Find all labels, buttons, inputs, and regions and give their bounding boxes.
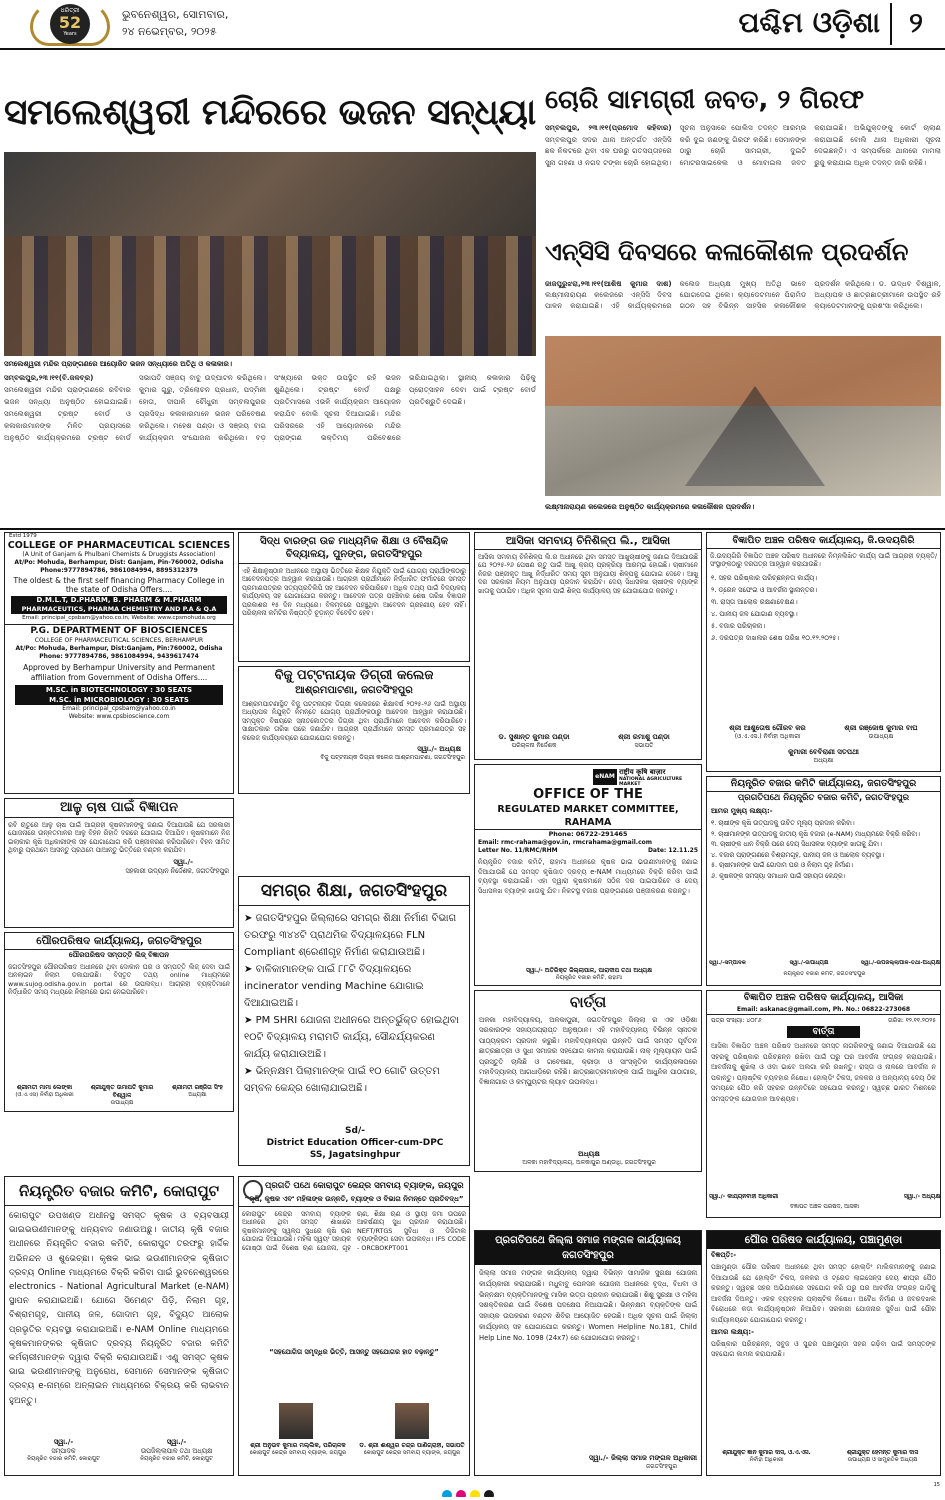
logo-badge — [50, 4, 90, 44]
coop-sign-right: ଶ୍ରୀ ରମାଶୁ ପଣ୍ଡା — [618, 733, 670, 741]
rahama-date: Date: 12.11.25 — [647, 847, 698, 854]
askanac-sign-org: ବିଜ୍ଞାପିତ ଅଞ୍ଚଳ ପରିଷଦ, ଆସିକା — [789, 1204, 860, 1210]
samagra-point: ➤ ଜଗତସିଂହପୁର ଜିଲ୍ଲାରେ ସମଗ୍ର ଶିକ୍ଷା ନିର୍ମାଣ ବିଭାଗ ତରଫରୁ ୩୪୪ଟି ପ୍ରାଥମିକ ବିଦ୍ୟାଳୟରେ FLN Compliant ଶ୍ରେଣୀଗୃହ ନିର୍ମାଣ କରାଯାଉଅଛି। — [244, 910, 464, 961]
ncc-text: ଲକ୍ଷ୍ମୀନାରାୟଣ କଲେଜରେ ଏନ୍‌ସିସି ଦିବସ ପାଳନ କରାଯାଇଛି। ଏହି କାର୍ଯ୍ୟକ୍ରମରେ କଲେଜ ଅଧ୍ୟକ୍ଷ ମୁଖ୍ୟ ଅତିଥି ଭାବେ ଯୋଗଦେଇ ଥିଲେ। କ୍ୟାଡେଟମାନେ ପିରାମିଡ ଗଠନ ସହ ବିଭିନ୍ନ ସାହସିକ କଳାକୌଶଳ ପ୍ରଦର୍ଶନ କରିଥିଲେ। ଡ. ଉଦ୍ଧବ ବିଶ୍ୱାଳ, ଅଧ୍ୟାପକ ଓ ଛାତ୍ରଛାତ୍ରୀମାନେ ଉପସ୍ଥିତ ରହି କ୍ୟାଡେଟମାନଙ୍କୁ ପ୍ରଶଂସା କରିଥିଲେ। — [545, 279, 941, 310]
udayagiri-item: ୨. ଡ୍ରେନ ସଫେଇ ଓ ଆବର୍ଜନା ସ୍ଥାନାନ୍ତର। — [711, 585, 818, 594]
bhajan-text: ସମଲେଶ୍ୱରୀ ମନ୍ଦିର ପ୍ରାଙ୍ଗଣରେ ରବିବାର ଭଜନ ସନ୍ଧ୍ୟା ଅନୁଷ୍ଠିତ ହୋଇଯାଇଛି। ସମଲେଶ୍ୱରୀ ଟ୍ରଷ୍ଟ ବୋର୍ଡ ଓ କଳାକାରମାନଙ୍କ ମିଳିତ ପ୍ରୟାସରେ ଅନୁଷ୍ଠିତ କାର୍ଯ୍ୟକ୍ରମରେ ଟ୍ରଷ୍ଟ ବୋର୍ଡ ସଭାପତି ସଞ୍ଜୟ ବାବୁ ଉଦ୍‌ଘାଟନ କରିଥିଲେ। କୁମାର ଗୁରୁ, ତ୍ରିଲୋଚନ ପ୍ରଧାନ, ପଦ୍ମିନୀ ହୋତା, ଦୀପାଳି ଚୌଧୁରୀ ସମ୍ବଲପୁରର ପ୍ରସିଦ୍ଧ କଳାକାରମାନେ ଭଜନ ପରିବେଷଣ କରିଥିଲେ। ମହେଶ ପଣ୍ଡା ଓ ସଞ୍ଜୟ ବାଗ କାର୍ଯ୍ୟକ୍ରମ ସଂଯୋଜନା କରିଥିଲେ। ବଡ଼ ସଂଖ୍ୟାରେ ଭକ୍ତ ଉପସ୍ଥିତ ରହି ଭଜନ ଶୁଣିଥିଲେ। ଟ୍ରଷ୍ଟ ବୋର୍ଡ ପକ୍ଷରୁ ପ୍ରତିମାସରେ ଏଭଳି କାର୍ଯ୍ୟକ୍ରମ ଆୟୋଜନ କରାଯିବ ବୋଲି ସୂଚନା ଦିଆଯାଇଛି। ମନ୍ଦିର ପରିସରରେ ଏହି ଆୟୋଜନରେ ମନ୍ଦିର ପ୍ରାଙ୍ଗଣ ଭକ୍ତିମୟ ପରିବେଶରେ ଭରିଯାଇଥିଲା। ସ୍ଥାନୀୟ କଳାକାର ପିଢ଼ିକୁ ପ୍ରୋତ୍ସାହନ ଦେବା ପାଇଁ ଟ୍ରଷ୍ଟ ବୋର୍ଡ ପ୍ରତିଶ୍ରୁତି ଦେଇଛି। — [4, 373, 536, 442]
social-title: ପ୍ରଗତିପଥେ ଜିଲ୍ଲା ସମାଜ ମଙ୍ଗଳ କାର୍ଯ୍ୟାଳୟ ଜଗତସିଂହପୁର — [475, 1231, 701, 1265]
coop-sign-left-role: ପରିଚାଳନା ନିର୍ଦ୍ଦେଶକ — [511, 742, 557, 749]
udayagiri-item: ୬. ଦରପତ୍ର ଦାଖଲର ଶେଷ ତାରିଖ ୧୦.୧୨.୨୦୨୫। — [711, 633, 840, 642]
jagat-market-item: ୬. କୃଷକଙ୍କ ସମସ୍ୟା ସମାଧାନ ପାଇଁ ସହାୟତା କେନ୍ଦ୍ର। — [711, 871, 846, 880]
masthead — [0, 0, 945, 50]
samagra-signature — [239, 1125, 470, 1161]
panchamunda-sign-left-role: ନିର୍ବାହୀ ଅଧିକାରୀ — [749, 1457, 784, 1463]
samagra-point: ➤ PM SHRI ଯୋଜନା ଅଧୀନରେ ଅନ୍ତର୍ଭୁକ୍ତ ହୋଇଥିବା ୧୦ଟି ବିଦ୍ୟାଳୟ ମରାମତି କାର୍ଯ୍ୟ, ସୌନ୍ଦର୍ଯ୍ୟକରଣ କାର୍ଯ୍ୟ କରାଯାଉଅଛି। — [244, 1012, 464, 1063]
askanac-sign-right: ସ୍ୱା./- ଅଧ୍ୟକ୍ଷ — [903, 1194, 940, 1200]
logo-years: Years — [63, 31, 77, 37]
dateline-block — [122, 6, 282, 46]
ad-panchamunda — [706, 1230, 941, 1476]
panchamunda-title: ପୌର ପରିଷଦ କାର୍ଯ୍ୟାଳୟ, ପଞ୍ଚାମୁଣ୍ଡା — [707, 1231, 940, 1249]
school-title: ସିଦ୍ଧ ବାରଙ୍ଗ ଉଚ୍ଚ ମାଧ୍ୟମିକ ଶିକ୍ଷା ଓ ବୈଷୟିକ ବିଦ୍ୟାଳୟ, ପୁନଙ୍ଗ, ଜଗତସିଂହପୁର — [239, 533, 469, 564]
samagra-title: ସମଗ୍ର ଶିକ୍ଷା, ଜଗତସିଂହପୁର — [239, 877, 469, 906]
pg-website: Website: www.cpsbioscience.com — [68, 713, 170, 720]
rahama-title-1: OFFICE OF THE — [533, 787, 643, 802]
koraput-sign-left-role: ସମ୍ପାଦକ — [51, 1447, 76, 1455]
ncc-body — [545, 278, 941, 334]
udayagiri-sign-left: ଶ୍ରୀ ଆଶୁତୋଷ ଗୌରବ କର — [729, 724, 806, 732]
potato-body: ରବି ଋତୁରେ ଆଳୁ ଚାଷ ପାଇଁ ଆଗ୍ରହୀ କୃଷକମାନଙ୍କୁ ଜଣାଇ ଦିଆଯାଉଛି ଯେ ସରକାରୀ ଯୋଜନାରେ ଉନ୍ନତମାନର ଆଳୁ ବିହନ ରିହାତି ଦରରେ ଯୋଗାଇ ଦିଆଯିବ। କୃଷକମାନେ ନିଜ ଇଲାକାର କୃଷି ଅଧିକାରୀଙ୍କ ସହ ଯୋଗାଯୋଗ କରି ପଞ୍ଜୀକରଣ କରିପାରିବେ। ବିହନ ସୀମିତ ଥିବାରୁ ପ୍ରଥମେ ଆସନ୍ତୁ ପ୍ରଥମେ ପାଆନ୍ତୁ ଭିତ୍ତିରେ ବଣ୍ଟନ କରାଯିବ। — [8, 821, 230, 855]
panchamunda-sign-left: ଶ୍ରୀଯୁକ୍ତ ଜ୍ଞାନ କୁମାର ଦାସ, ଓ.ଏ.ଏସ. — [722, 1450, 811, 1456]
degree-sign-org: ବିଜୁ ପଟ୍ଟନାୟକ ଡିଗ୍ରୀ କଲେଜ ଆଶ୍ରମପାଟଣା, ଜଗତସିଂହପୁର — [320, 754, 465, 762]
ad-barta — [474, 990, 702, 1172]
theft-body — [545, 122, 941, 222]
photo-building — [545, 336, 941, 406]
bhajan-dateline: ସମ୍ବଲପୁର,୨୩।୧୧(ବି.ଜଳବ୍ର) — [4, 373, 94, 382]
page-number: ୨ — [890, 3, 940, 45]
poura-sign-right: ଶ୍ରୀମତୀ ରଞ୍ଜିତା ସିଂହ — [172, 1084, 223, 1091]
potato-title: ଆଳୁ ଚାଷ ପାଇଁ ବିଜ୍ଞାପନ — [5, 799, 233, 818]
poura-sign-right-role: ଅଧ୍ୟକ୍ଷା — [188, 1092, 207, 1098]
coop-title: ଆସିକା ସମବାୟ ଚିନିଶିଳ୍ପ ଲି., ଆସିକା — [475, 533, 701, 550]
enam-english: NATIONAL AGRICULTURE MARKET — [619, 777, 683, 787]
school-body: ଏହି ଶିକ୍ଷାନୁଷ୍ଠାନ ଅଧୀନରେ ଅସ୍ଥାୟୀ ଭିତ୍ତିରେ ଶିକ୍ଷକ ନିଯୁକ୍ତି ପାଇଁ ଯୋଗ୍ୟ ପ୍ରାର୍ଥୀଙ୍କଠାରୁ ଆବେଦନପତ୍ର ଆହ୍ୱାନ କରାଯାଉଛି। ଆଗ୍ରହୀ ପ୍ରାର୍ଥୀମାନେ ନିର୍ଦ୍ଧାରିତ ଫର୍ମାଟରେ ସମସ୍ତ ପ୍ରମାଣପତ୍ରର ସତ୍ୟପ୍ରତିଲିପି ସହ ଆବେଦନ କରିପାରିବେ। ଅଧିକ ତଥ୍ୟ ପାଇଁ ବିଦ୍ୟାଳୟ କାର୍ଯ୍ୟାଳୟ ସହ ଯୋଗାଯୋଗ କରନ୍ତୁ। ଆବେଦନ ପତ୍ର ପହଞ୍ଚିବାର ଶେଷ ତାରିଖ ବିଜ୍ଞାପନ ପ୍ରକାଶର ୧୫ ଦିନ ମଧ୍ୟରେ। ବିଳମ୍ବରେ ପହଞ୍ଚୁଥିବା ଆବେଦନ ଗ୍ରହଣୀୟ ହେବ ନାହିଁ। ପରିଚାଳନା କମିଟିର ନିଷ୍ପତ୍ତି ଚୂଡ଼ାନ୍ତ ବିବେଚିତ ହେବ। — [242, 567, 466, 618]
udayagiri-item: ୧. ସହର ପରିଷ୍କାର ପରିଚ୍ଛନ୍ନତା କାର୍ଯ୍ୟ। — [711, 573, 818, 582]
udayagiri-sign-left-role: (ଓ.ଏ.ଏସ.) ନିର୍ବାହୀ ଅଧିକାରୀ — [734, 733, 801, 740]
samagra-point: ➤ ବାଳିକାମାନଙ୍କ ପାଇଁ ୮୮ଟି ବିଦ୍ୟାଳୟରେ incinerator vending Machine ଯୋଗାଇ ଦିଆଯାଇଅଛି। — [244, 961, 464, 1012]
udayagiri-item: ୪. ପାନୀୟ ଜଳ ଯୋଗାଣ ବ୍ୟବସ୍ଥା। — [711, 609, 798, 618]
rahama-letter: Letter No. 11/RMC/RHM — [478, 847, 558, 854]
barta-body: ଅଳକା ମହାବିଦ୍ୟାଳୟ, ଅଳକାପୁରୀ, ଜଗତସିଂହପୁର ଜିଲ୍ଲା ର ଏକ ଓଡ଼ିଶା ସରକାରଙ୍କ ସହାୟତାପ୍ରାପ୍ତ ଅନୁଷ୍ଠାନ। ଏହି ମହାବିଦ୍ୟାଳୟ ବିଭିନ୍ନ ସ୍ନାତକ ପାଠ୍ୟକ୍ରମ ପ୍ରଦାନ କରୁଛି। ମହାବିଦ୍ୟାଳୟର ଉନ୍ନତି ପାଇଁ ସମସ୍ତ ପୂର୍ବତନ ଛାତ୍ରଛାତ୍ରୀ ଓ ସୁଧୀ ସମାଜର ସହଯୋଗ କାମନା କରାଯାଉଛି। ନାକ୍ ମୂଲ୍ୟାୟନ ପାଇଁ ପ୍ରସ୍ତୁତି ଚାଲିଛି ଓ ଗବେଷଣା, କ୍ରୀଡ଼ା ଓ ସାଂସ୍କୃତିକ କାର୍ଯ୍ୟକଳାପରେ ମହାବିଦ୍ୟାଳୟ ଆଗଧାଡ଼ିରେ ରହିଛି। ଛାତ୍ରଛାତ୍ରୀମାନଙ୍କ ପାଇଁ ଆଧୁନିକ ପାଠାଗାର, ବିଜ୍ଞାନାଗାର ଓ କମ୍ପ୍ୟୁଟର ଲ୍ୟାବ ଉପଲବ୍ଧ। — [479, 1016, 697, 1087]
pg-email: Email: principal_cpsbam@yahoo.co.in — [62, 705, 176, 712]
degree-body: ଆଶ୍ରମପାଟଣାସ୍ଥିତ ବିଜୁ ପଟ୍ଟନାୟକ ଡିଗ୍ରୀ କଲେଜରେ ଶିକ୍ଷାବର୍ଷ ୨୦୨୫-୨୬ ପାଇଁ ଅସ୍ଥାୟୀ ଅଧ୍ୟାପକ ନିଯୁକ୍ତି ନିମନ୍ତେ ଯୋଗ୍ୟ ପ୍ରାର୍ଥୀଙ୍କଠାରୁ ଆବେଦନ ଆହ୍ୱାନ କରାଯାଉଛି। ସମ୍ପୃକ୍ତ ବିଷୟରେ ସ୍ନାତକୋତ୍ତର ଡିଗ୍ରୀ ଥିବା ପ୍ରାର୍ଥୀମାନେ ଆବେଦନ କରିପାରିବେ। ସାକ୍ଷାତକାର ତାରିଖ ପରେ ଜଣାଯିବ। ଆଗ୍ରହୀ ପ୍ରାର୍ଥୀମାନେ ସମସ୍ତ ପ୍ରମାଣପତ୍ର ସହ କଲେଜ କାର୍ଯ୍ୟାଳୟରେ ଯୋଗାଯୋଗ କରନ୍ତୁ। — [242, 700, 466, 742]
ncc-caption: ଲକ୍ଷ୍ମୀନାରାୟଣ କଲେଜରେ ଅନୁଷ୍ଠିତ କାର୍ଯ୍ୟକ୍ରମରେ କଳାକୌଶଳ ପ୍ରଦର୍ଶନ। — [545, 503, 755, 511]
ad-askanac — [706, 990, 941, 1218]
registration-dot-yellow — [470, 1490, 480, 1497]
jagat-sign-left: ସ୍ୱା./-ସମ୍ପାଦକ — [709, 960, 746, 966]
section-title: ପଶ୍ଚିମ ଓଡ଼ିଶା — [738, 6, 880, 39]
ad-koraput-market — [4, 1176, 234, 1476]
ncc-dateline: ଜାଜପୁରୁଝରା,୨୩।୧୧(ଆଶିଷ କୁମାର ଦାଶ) — [545, 279, 672, 288]
coop-body: ଆସିକା ସମବାୟ ଚିନିଶିଳ୍ପ ଲି.ର ଅଧୀନରେ ଥିବା ସମସ୍ତ ଆଖୁଚାଷୀଙ୍କୁ ଜଣାଇ ଦିଆଯାଉଛି ଯେ ୨୦୨୫-୨୬ ପେଷଣ ଋତୁ ପାଇଁ ଆଖୁ କ୍ରୟ ପ୍ରକ୍ରିୟା ଆରମ୍ଭ ହୋଇଛି। ଚାଷୀମାନେ ନିଜର ପଞ୍ଜୀକୃତ ଆଖୁ ନିର୍ଦ୍ଧାରିତ ସମୟ ସୂଚୀ ଅନୁଯାୟୀ ଶିଳ୍ପକୁ ଯୋଗାଇ ଦେବେ। ଆଖୁ ଦର ସରକାରୀ ନିୟମ ଅନୁଯାୟୀ ପ୍ରଦାନ କରାଯିବ। ଦେୟ ସିଧାସଳଖ ଚାଷୀଙ୍କ ବ୍ୟାଙ୍କ ଖାତାକୁ ପଠାଯିବ। ଅଧିକ ସୂଚନା ପାଇଁ ଶିଳ୍ପ କାର୍ଯ୍ୟାଳୟ ସହ ଯୋଗାଯୋଗ କରନ୍ତୁ। — [478, 553, 698, 595]
poura-sign-left-role: (ଓ.ଏ.ଏସ) ନିର୍ବାହୀ ଅଧିକାରୀ — [15, 1092, 74, 1098]
ad-udayagiri — [706, 532, 941, 772]
askanac-letter: ପତ୍ର ସଂଖ୍ୟା: ୪୦୮୬ — [711, 1017, 762, 1024]
bank-slogan: “ସହଯୋଗିତା ସମୃଦ୍ଧିର ଭିତ୍ତି, ଆସନ୍ତୁ ସହଯୋଗର ହାତ ବଢ଼ାନ୍ତୁ” — [269, 1348, 439, 1356]
jagat-market-signatures — [709, 960, 940, 982]
ad-cooperative — [474, 532, 702, 760]
jagat-market-item: ୨. ଚାଷୀମାନଙ୍କ ଉତ୍ପାଦକୁ ଜାତୀୟ କୃଷି ବଜାର (e-NAM) ମାଧ୍ୟମରେ ବିକ୍ରି କରିବା। — [711, 829, 920, 838]
ad-school — [238, 532, 470, 662]
samagra-sign-role: District Education Officer-cum-DPC — [266, 1138, 444, 1148]
pg-phone: Phone: 9777894786, 9861084994, 9439617474 — [39, 653, 199, 660]
pharmacy-email: Email: principal_cpsbam@yahoo.co.in, Website: www.cpsmohuda.org — [5, 614, 233, 625]
pharmacy-courses: D.M.L.T, D.PHARM, B. PHARM & M.PHARM — [11, 596, 227, 605]
anniversary-logo — [30, 2, 110, 46]
pharmacy-address: At/Po: Mohuda, Berhampur, Dist: Ganjam, Pin-760002, Odisha — [14, 559, 224, 566]
ad-potato — [4, 798, 234, 928]
udayagiri-signatures — [710, 724, 937, 768]
jagat-sign-right: ସ୍ୱା./-ଉପଜିଲ୍ଲାପାଳ-ତଥା-ଅଧ୍ୟକ୍ଷ — [860, 960, 940, 966]
pharmacy-tagline: The oldest & the first self financing Pharmacy College in the state of Odisha Offers.... — [13, 576, 225, 594]
jagat-market-list — [707, 818, 940, 881]
rahama-sign-org: ନିୟନ୍ତ୍ରିତ ବଜାର କମିଟି, ରାହାମା — [555, 975, 623, 981]
udayagiri-sign-right-role: ଉପାଧ୍ୟକ୍ଷ — [868, 733, 894, 740]
bank-portrait-left — [279, 1403, 313, 1439]
samagra-points — [239, 906, 469, 1101]
pharmacy-estd: Estd 1979 — [9, 533, 37, 539]
poura-signatures — [7, 1084, 233, 1108]
photo-crowd — [4, 236, 536, 356]
logo-number: 52 — [58, 13, 82, 32]
jagat-market-item: ୧. ଚାଷୀଙ୍କ କୃଷି ଉତ୍ପାଦକୁ ଉଚିତ ମୂଲ୍ୟ ପ୍ରଦାନ କରିବା। — [711, 819, 855, 827]
pharmacy-title: COLLEGE OF PHARMACEUTICAL SCIENCES — [7, 540, 231, 551]
koraput-market-signatures — [7, 1438, 233, 1472]
pg-subtitle: COLLEGE OF PHARMACEUTICAL SCIENCES, BERHAMPUR — [34, 637, 204, 644]
rahama-phone: Phone: 06722-291465 — [548, 830, 628, 838]
jagat-sign-org: ନିୟନ୍ତ୍ରିତ ବଜାର କମିଟି, ଜଗତସିଂହପୁର — [783, 971, 866, 977]
koraput-sign-right-org: ନିୟନ୍ତ୍ରିତ ବଜାର କମିଟି, କୋରାପୁଟ — [140, 1456, 213, 1462]
koraput-sign-left-org: ନିୟନ୍ତ୍ରିତ ବଜାର କମିଟି, କୋରାପୁଟ — [27, 1456, 100, 1462]
logo-brand: ଧରିତ୍ରୀ — [60, 7, 80, 14]
ncc-photo — [545, 336, 941, 496]
askanac-sign-left: ସ୍ୱା./- କାର୍ଯ୍ୟନିର୍ବାହୀ ଅଧିକାରୀ — [709, 1194, 778, 1200]
enam-badge: eNAM — [593, 769, 617, 785]
bhajan-body — [4, 372, 536, 530]
potato-sign: ସ୍ୱା./- — [173, 857, 193, 866]
samagra-sign-org: SS, Jagatsinghpur — [309, 1150, 401, 1160]
bank-portrait-right — [395, 1403, 429, 1439]
ad-rahama — [474, 764, 702, 986]
pg-seat-2: M.SC. in MICROBIOLOGY : 30 SEATS — [15, 695, 223, 705]
print-footer — [0, 1480, 945, 1500]
rahama-email: Email: rmc-rahama@gov.in, rmcrahama@gmail.com — [478, 839, 653, 846]
pharmacy-courses-2: PHARMACEUTICS, PHARMA CHEMISTRY AND P.A & Q.A — [11, 605, 227, 614]
samagra-sign: Sd/- — [345, 1126, 365, 1136]
pg-approval: Approved by Berhampur University and Permanent affiliation from Government of Odisha Offers.... — [23, 663, 215, 682]
poura-body: ଜଗତସିଂହପୁର ପୌରପରିଷଦ ଅଧୀନରେ ଥିବା ଦୋକାନ ଘର ଓ ସମ୍ପତ୍ତି ଲିଜ୍ ଦେବା ପାଇଁ ଅନଲାଇନ ନିଲାମ ଡକାଯାଉଛି। ବିସ୍ତୃତ ତଥ୍ୟ online ମାଧ୍ୟମରେ www.sujog.odisha.gov.in portal ରେ ଉପଲବ୍ଧ। ଆଗ୍ରହୀ ବ୍ୟକ୍ତିମାନେ ନିର୍ଦ୍ଧାରିତ ସମୟ ମଧ୍ୟରେ ନିଲାମରେ ଭାଗ ନେଇପାରିବେ। — [8, 963, 230, 997]
potato-sign-org: ସହକାରୀ ଉଦ୍ୟାନ ନିର୍ଦ୍ଦେଶକ, ଜଗତସିଂହପୁର — [125, 866, 229, 875]
degree-sign: ସ୍ୱା./- ଅଧ୍ୟକ୍ଷ — [417, 745, 461, 754]
poura-title: ପୌରପରିଷଦ କାର୍ଯ୍ୟାଳୟ, ଜଗତସିଂହପୁର — [5, 933, 233, 950]
rahama-sign: ସ୍ୱା./- ଅତିରିକ୍ତ ଜିଲ୍ଲାପାଳ, ପାରାଦୀପ ତଥା ଅଧ୍ୟକ୍ଷ — [526, 967, 652, 974]
bank-logo-icon — [243, 1180, 263, 1200]
barta-sign: ଅଧ୍ୟକ୍ଷ — [578, 1150, 600, 1158]
panchamunda-body: ପଞ୍ଚାମୁଣ୍ଡା ପୌର ପରିଷଦ ଅଧୀନରେ ଥିବା ସମସ୍ତ ହୋଲ୍ଡିଂ ମାଲିକମାନଙ୍କୁ ଜଣାଇ ଦିଆଯାଉଛି ଯେ ହୋଲ୍ଡିଂ ଟିକସ, ଜଳକର ଓ ଟ୍ରେଡ ଲାଇସେନ୍ସ ଦେୟ ଶୀଘ୍ର ପୈଠ କରନ୍ତୁ। ସ୍ୱଚ୍ଛ ସହର ଅଭିଯାନରେ ସହଯୋଗ କରି ଘରୁ ଘର ଆବର୍ଜନା ସଂଗ୍ରହ ଗାଡ଼ିକୁ ଆବର୍ଜନା ଦିଅନ୍ତୁ। ଏକକ ବ୍ୟବହାର ପ୍ଲାଷ୍ଟିକ ନିଷେଧ। ଅବୈଧ ନିର୍ମାଣ ଓ ଜବରଦଖଲ ବିରୋଧରେ କଡ଼ା କାର୍ଯ୍ୟାନୁଷ୍ଠାନ ନିଆଯିବ। ସରକାରୀ ଯୋଜନାର ସୁବିଧା ପାଇଁ ପୌର କାର୍ଯ୍ୟାଳୟରେ ଯୋଗାଯୋଗ କରନ୍ତୁ। — [711, 1263, 936, 1324]
bhajan-photo — [4, 152, 536, 356]
issue-date: ୨୪ ନଭେମ୍ବର, ୨୦୨୫ — [122, 25, 217, 38]
social-body: ଜିଲ୍ଲା ସମାଜ ମଙ୍ଗଳ କାର୍ଯ୍ୟାଳୟ ଦ୍ୱାରା ବିଭିନ୍ନ ସାମାଜିକ ସୁରକ୍ଷା ଯୋଜନା କାର୍ଯ୍ୟକାରୀ କରାଯାଉଛି। ମଧୁବାବୁ ପେନସନ ଯୋଜନା ଅଧୀନରେ ବୃଦ୍ଧ, ବିଧବା ଓ ଭିନ୍ନକ୍ଷମ ବ୍ୟକ୍ତିମାନଙ୍କୁ ମାସିକ ଭତ୍ତା ପ୍ରଦାନ କରାଯାଉଛି। ଶିଶୁ ସୁରକ୍ଷା ଓ ମହିଳା ସଶକ୍ତିକରଣ ପାଇଁ ବିଶେଷ ପଦକ୍ଷେପ ନିଆଯାଇଛି। ଭିନ୍ନକ୍ଷମ ବ୍ୟକ୍ତିଙ୍କ ପାଇଁ ସହାୟକ ଉପକରଣ ବଣ୍ଟନ ଶିବିର ଆୟୋଜିତ ହେଉଛି। ଅଧିକ ସୂଚନା ପାଇଁ ଜିଲ୍ଲା କାର୍ଯ୍ୟାଳୟ ସହ ଯୋଗାଯୋଗ କରନ୍ତୁ। Women Helpline No.181, Child Help Line No. 1098 (24x7) ରେ ଯୋଗାଯୋଗ କରନ୍ତୁ। — [479, 1269, 697, 1342]
askanac-email: Email: askanac@gmail.com, Ph. No.: 06822-273068 — [707, 1005, 940, 1015]
barta-title: ବାର୍ତ୍ତା — [569, 993, 607, 1011]
poura-subtitle: ପୌରପରିଷଦ ସମ୍ପତ୍ତି ଲିଜ୍ ବିଜ୍ଞାପନ — [68, 951, 170, 959]
bank-signatures — [241, 1442, 469, 1472]
jagat-market-subtitle: ପ୍ରଗତିପଥେ ନିୟନ୍ତ୍ରିତ ବଜାର କମିଟି, ଜଗତସିଂହପୁର — [737, 793, 910, 803]
ad-pharmacy — [4, 532, 234, 794]
rahama-body: ନିୟନ୍ତ୍ରିତ ବଜାର କମିଟି, ରାହାମା ଅଧୀନରେ କୃଷକ ଭାଇ ଭଉଣୀମାନଙ୍କୁ ଜଣାଇ ଦିଆଯାଉଛି ଯେ ସମସ୍ତ କୃଷିଜାତ ଦ୍ରବ୍ୟ e-NAM ମାଧ୍ୟମରେ ବିକ୍ରି କରିବା ପାଇଁ ବ୍ୟବସ୍ଥା କରାଯାଇଛି। ଏହା ଦ୍ୱାରା କୃଷକମାନେ ସଠିକ ଦର ପାଇପାରିବେ ଓ ଦେୟ ସିଧାସଳଖ ବ୍ୟାଙ୍କ ଖାତାକୁ ଯିବ। ନିକଟସ୍ଥ ବଜାର ପ୍ରାଙ୍ଗଣରେ ପଞ୍ଜୀକରଣ କରନ୍ତୁ। — [478, 858, 698, 895]
jagat-market-title: ନିୟନ୍ତ୍ରିତ ବଜାର କମିଟି କାର୍ଯ୍ୟାଳୟ, ଜଗତସିଂହପୁର — [707, 777, 940, 792]
registration-dot-black — [484, 1490, 494, 1497]
poura-sign-left: ଶ୍ରୀମତୀ ମାମା ଲେଙ୍କା — [16, 1084, 73, 1091]
koraput-sign-left: ସ୍ୱା./- — [53, 1438, 74, 1446]
ad-jagat-market — [706, 776, 941, 986]
ad-bank — [238, 1176, 470, 1476]
ncc-headline: ଏନ୍‌ସିସି ଦିବସରେ କଳାକୌଶଳ ପ୍ରଦର୍ଶନ — [545, 238, 909, 266]
bank-sign-right: ଡ. ଶ୍ରୀ ଈଶ୍ୱର ଚନ୍ଦ୍ର ପାଣିଗ୍ରାହୀ, ସଭାପତି — [359, 1442, 465, 1449]
poura-sign-mid-role: ଉପାଧ୍ୟକ୍ଷ — [110, 1100, 134, 1106]
udayagiri-item: ୩. ରାସ୍ତା ଆଲୋକ ରକ୍ଷଣାବେକ୍ଷଣ। — [711, 597, 798, 606]
registration-dot-cyan — [442, 1490, 452, 1497]
koraput-market-body: କୋରାପୁଟ ଉପଖଣ୍ଡ ଅଧୀନସ୍ଥ ସମସ୍ତ କୃଷକ ଓ ବ୍ୟବସାୟୀ ଭାଇଭଉଣୀମାନଙ୍କୁ ଧନ୍ୟବାଦ ଜଣାଉଅଛୁ। ଜାତୀୟ କୃଷି ବଜାର ଅଧୀନରେ ନିୟନ୍ତ୍ରିତ ବଜାର କମିଟି, କୋରାପୁଟ ତରଫରୁ ହାର୍ଦ୍ଦିକ ଅଭିନନ୍ଦନ ଓ ଶୁଭେଚ୍ଛା। କୃଷକ ଭାଇ ଭଉଣୀମାନଙ୍କ କୃଷିଜାତ ଦ୍ରବ୍ୟ Online ମାଧ୍ୟମରେ ବିକ୍ରି କରିବା ପାଇଁ ଭୁବନେଶ୍ୱରରେ electronics - National Agricultural Market (e-NAM) ସ୍ଥାପନ କରାଯାଇଅଛି। ଯୋଗେ ସିମେଣ୍ଟ ପିଡ଼ି, ନିଲାମ ଗୃହ, ବିଶ୍ରାମଗୃହ, ପାନୀୟ ଜଳ, ଗୋଦାମ ଗୃହ, ବିଦ୍ୟୁତ ଆଲୋକ ପ୍ରଭୃତିର ବ୍ୟବସ୍ଥା କରାଯାଇଅଛି। e-NAM Online ମାଧ୍ୟମରେ କୃଷକମାନଙ୍କର କୃଷିଜାତ ଦ୍ରବ୍ୟ ନିୟନ୍ତ୍ରିତ ବଜାର କମିଟି କର୍ମଚାରୀମାନଙ୍କ ଦ୍ୱାରା ବିକ୍ରି କରାଯାଉଅଛି। ଏଣୁ ସମସ୍ତ କୃଷକ ଭାଇ ଭଉଣୀମାନଙ୍କୁ ଅନୁରୋଧ, ସେମାନେ ସେମାନଙ୍କ କୃଷିଜାତ ଦ୍ରବ୍ୟ e-ନାମ୍‌ରେ ଅନ୍‌ଲାଇନ ମାଧ୍ୟମରେ ବିକ୍ରୟ କରି ଲାଭବାନ ହୁଅନ୍ତୁ। — [9, 1211, 229, 1406]
bank-motto: “କୃଷି, କୃଷକ ଏବଂ ମହିଳାଙ୍କ ଉନ୍ନତି, ବ୍ୟାଙ୍କ ଓ ବିଭାଗ ନିମନ୍ତେ ପ୍ରତିବଦ୍ଧ” — [239, 1192, 469, 1207]
coop-sign-right-role: ସଭାପତି — [634, 742, 654, 749]
jagat-market-lead: ଆମର ମୁଖ୍ୟ ଲକ୍ଷ୍ୟ:- — [711, 807, 773, 815]
enam-hindi: राष्ट्रीय कृषि बाज़ार — [619, 768, 666, 776]
poura-sign-mid: ଶ୍ରୀଯୁକ୍ତ ଉମାପତି କୁମାର ବିଶ୍ୱାଳ — [90, 1084, 154, 1099]
footer-page-ref: 15 — [933, 1482, 940, 1488]
askanac-subtitle: ବାର୍ତ୍ତା — [787, 1026, 860, 1038]
ad-samagra — [238, 876, 470, 1166]
jagat-market-item: ୩. ଚାଷୀଙ୍କ ଧାନ ବିକ୍ରି ପରେ ଦେୟ ସିଧାସଳଖ ବ୍ୟାଙ୍କ ଖାତାକୁ ଯିବା। — [711, 840, 882, 848]
divider — [0, 528, 945, 530]
udayagiri-list — [707, 572, 940, 644]
bank-sign-left: ଶ୍ରୀ ଅନୁଭବ କୁମାର ମଲ୍ଲିକ, ପରିଚାଳକ — [250, 1442, 346, 1449]
udayagiri-sign-center-role: ଅଧ୍ୟକ୍ଷା — [813, 757, 834, 764]
bank-body: କୋରାପୁଟ କେନ୍ଦ୍ର ସମବାୟ ବ୍ୟାଙ୍କ ଅଧୀନରେ ଥିବା ସମସ୍ତ ଶାଖାରେ କୃଷକମାନଙ୍କୁ ସ୍ୱଳ୍ପ ସୁଧରେ କୃଷି ଋଣ ଯୋଗାଇ ଦିଆଯାଉଛି। ମହିଳା ସ୍ୱୟଂ ସହାୟକ ଗୋଷ୍ଠୀ ପାଇଁ ବିଶେଷ ଋଣ ଯୋଜନା, ଗୃହ ଋଣ, ଶିକ୍ଷା ଋଣ ଓ ସ୍ଥାୟୀ ଜମା ଉପରେ ଆକର୍ଷଣୀୟ ସୁଧ ପ୍ରଦାନ କରାଯାଉଛି। NEFT/RTGS ସୁବିଧା ଓ ଡିଜିଟାଲ ବ୍ୟାଙ୍କିଙ୍ଗ ସେବା ଉପଲବ୍ଧ। IFS CODE - ORCBOKPT001 — [242, 1210, 466, 1252]
coop-sign-left: ଡ. ସୁଶାନ୍ତ କୁମାର ପଣ୍ଡା — [498, 733, 570, 741]
koraput-sign-right: ସ୍ୱା./- — [166, 1438, 187, 1446]
bank-sign-right-org: କୋରାପୁଟ କେନ୍ଦ୍ର ସମବାୟ ବ୍ୟାଙ୍କ, ଜୟପୁର — [363, 1450, 461, 1456]
jagat-market-item: ୪. ବଜାର ପ୍ରାଙ୍ଗଣରେ ବିଶ୍ରାମଗୃହ, ପାନୀୟ ଜଳ ଓ ଆଲୋକ ବ୍ୟବସ୍ଥା। — [711, 850, 884, 859]
theft-headline: ଚୋରି ସାମଗ୍ରୀ ଜବତ, ୨ ଗିରଫ — [545, 85, 865, 115]
panchamunda-lead: ବିଜ୍ଞପ୍ତି:- — [711, 1251, 737, 1259]
panchamunda-body-2: ପରିଷ୍କାର ପରିଚ୍ଛନ୍ନ, ସବୁଜ ଓ ସୁନ୍ଦର ପଞ୍ଚାମୁଣ୍ଡା ସହର ଗଢ଼ିବା ପାଇଁ ସମସ୍ତଙ୍କ ସହଯୋଗ କାମନା କରାଯାଉଛି। — [711, 1339, 936, 1359]
koraput-market-title: ନିୟନ୍ତ୍ରିତ ବଜାର କମିଟି, କୋରାପୁଟ — [5, 1177, 233, 1206]
ad-social — [474, 1230, 702, 1476]
panchamunda-sign-right: ଶ୍ରୀଯୁକ୍ତ ହେମନ୍ତ କୁମାର ଦାସ — [846, 1450, 919, 1456]
pg-seat-1: M.SC. in BIOTECHNOLOGY : 30 SEATS — [15, 685, 223, 695]
degree-subtitle: ଆଶ୍ରମପାଟଣା, ଜଗତସିଂହପୁର — [295, 685, 413, 696]
udayagiri-item: ୫. ବଜାର ପରିଚାଳନା। — [711, 621, 766, 630]
bank-title: ପ୍ରଗତି ପଥେ କୋରାପୁଟ କେନ୍ଦ୍ର ସମବାୟ ବ୍ୟାଙ୍କ, ଜୟପୁର — [265, 1181, 464, 1191]
bhajan-caption: ସମଲେଶ୍ୱରୀ ମନ୍ଦିର ପ୍ରାଙ୍ଗଣରେ ଆୟୋଜିତ ଭଜନ ସନ୍ଧ୍ୟାରେ ଅତିଥି ଓ କଳାକାର। — [4, 360, 232, 368]
pharmacy-subtitle: (A Unit of Ganjam & Phulbani Chemists & Druggists Association) — [22, 551, 216, 558]
color-registration-marks — [440, 1485, 510, 1497]
registration-dot-magenta — [456, 1490, 466, 1497]
udayagiri-sign-right: ଶ୍ରୀ ରଞ୍ଜୋଷ କୁମାର ବାଘ — [844, 724, 918, 732]
bank-sign-left-org: କୋରାପୁଟ କେନ୍ଦ୍ର ସମବାୟ ବ୍ୟାଙ୍କ, ଜୟପୁର — [249, 1450, 347, 1456]
udayagiri-title: ବିଜ୍ଞାପିତ ଅଞ୍ଚଳ ପରିଷଦ କାର୍ଯ୍ୟାଳୟ, ଜି.ଉଦୟଗିରି — [707, 533, 940, 549]
koraput-sign-right-role: ଉପଜିଲ୍ଲାପାଳ ତଥା ଅଧ୍ୟକ୍ଷ — [140, 1447, 213, 1455]
city-day: ଭୁବନେଶ୍ୱର, ସୋମବାର, — [122, 8, 229, 21]
ad-degree — [238, 666, 470, 794]
panchamunda-lead-2: ଆମର ଲକ୍ଷ୍ୟ:- — [711, 1327, 754, 1336]
udayagiri-intro: ଜି.ଉଦୟଗିରି ବିଜ୍ଞାପିତ ଅଞ୍ଚଳ ପରିଷଦ ଅଧୀନରେ ନିମ୍ନଲିଖିତ କାର୍ଯ୍ୟ ପାଇଁ ଆଗ୍ରହୀ ବ୍ୟକ୍ତି/ସଂସ୍ଥାଙ୍କଠାରୁ ଦରପତ୍ର ଆହ୍ୱାନ କରାଯାଉଛି। — [710, 552, 937, 569]
samagra-point: ➤ ଭିନ୍ନକ୍ଷମ ପିଲାମାନଙ୍କ ପାଇଁ ୧୦ ଗୋଟି ଉତ୍ତମ ସମ୍ବଳ କେନ୍ଦ୍ର ଖୋଲାଯାଇଅଛି। — [244, 1063, 464, 1097]
theft-dateline: ସମ୍ବଲପୁର, ୨୩।୧୧(ପ୍ରମୋଦ କହିବାର) — [545, 123, 672, 132]
social-sign: ସ୍ୱା./- ଜିଲ୍ଲା ସମାଜ ମଙ୍ଗଳ ଅଧିକାରୀ — [588, 1454, 697, 1462]
barta-sign-org: ଅଳକା ମହାବିଦ୍ୟାଳୟ, ଅଳକାପୁର ଅଣ୍ଡାଧି, ଜଗତସିଂହପୁର — [522, 1159, 656, 1166]
degree-title: ବିଜୁ ପଟ୍ଟନାୟକ ଡିଗ୍ରୀ କଲେଜ — [274, 668, 434, 683]
coop-signatures — [479, 733, 699, 755]
bhajan-headline: ସମଲେଶ୍ୱରୀ ମନ୍ଦିରରେ ଭଜନ ସନ୍ଧ୍ୟା — [4, 92, 536, 133]
askanac-date: ତାରିଖ: ୧୨.୧୧.୨୦୨୫ — [888, 1017, 936, 1024]
pharmacy-phone: Phone:9777894786, 9861084994, 8895312379 — [40, 567, 198, 574]
ad-poura — [4, 932, 234, 1112]
pg-title: P.G. DEPARTMENT OF BIOSCIENCES — [30, 626, 208, 636]
rahama-title-2: REGULATED MARKET COMMITTEE, RAHAMA — [475, 803, 701, 830]
jagat-market-item: ୫. ଚାଷୀମାନଙ୍କ ପାଇଁ ଗୋଦାମ ଘର ଓ ନିଲାମ ଗୃହ ନିର୍ମାଣ। — [711, 861, 853, 869]
theft-text: ସମ୍ବଲପୁର ସଦର ଥାନା ଅନ୍ତର୍ଗତ ଏନ୍‌ସିସି ଛକ ନିକଟରେ ଥିବା ଏକ ଘରରୁ ଗତସପ୍ତାହରେ ସୁନା ଗହଣା ଓ ନଗଦ ଟଙ୍କା ଚୋରି ହୋଇଥିଲା। ସୂଚନା ଅନୁସାରେ ପୋଲିସ ତଦନ୍ତ ଆରମ୍ଭ କରି ଦୁଇ ଜଣଙ୍କୁ ଗିରଫ କରିଛି। ସେମାନଙ୍କ ଠାରୁ ଚୋରି ସାମଗ୍ରୀ, ଦୁଇଟି ମୋଟରସାଇକେଲ ଓ ମୋବାଇଲ ଜବତ କରାଯାଇଛି। ଅଭିଯୁକ୍ତଙ୍କୁ କୋର୍ଟ ଚାଲାଣ କରାଯାଇଛି ବୋଲି ଥାନା ଅଧିକାରୀ ସୂଚନା ଦେଇଛନ୍ତି। ଏ ସମ୍ପର୍କରେ ଥାନାରେ ମାମଲା ରୁଜୁ କରାଯାଇ ଅଧିକ ତଦନ୍ତ ଜାରି ରହିଛି। — [545, 123, 941, 167]
askanac-title: ବିଜ୍ଞାପିତ ଅଞ୍ଚଳ ପରିଷଦ କାର୍ଯ୍ୟାଳୟ, ଆସିକା — [743, 992, 904, 1003]
pg-address: At/Po: Mohuda, Berhampur, Dist:Ganjam, Pin:760002, Odisha — [15, 645, 223, 652]
jagat-sign-mid: ସ୍ୱା./-ଉପାଧ୍ୟକ୍ଷ — [789, 960, 829, 966]
panchamunda-sign-right-role: ଉପାଧ୍ୟକ୍ଷ ଓ ସାମ୍ପ୍ରତିକ ଅଧ୍ୟକ୍ଷ — [847, 1457, 918, 1463]
udayagiri-sign-center: କୁମାରୀ ବେବିରାଣୀ ସତପଥୀ — [788, 748, 859, 756]
social-sign-org: ଜଗତସିଂହପୁର — [645, 1463, 677, 1470]
askanac-body: ଆସିକା ବିଜ୍ଞାପିତ ଅଞ୍ଚଳ ପରିଷଦ ଅଧୀନରେ ସମସ୍ତ ନାଗରିକଙ୍କୁ ଜଣାଇ ଦିଆଯାଉଛି ଯେ ସହରକୁ ପରିଷ୍କାର ପରିଚ୍ଛନ୍ନ ରଖିବା ପାଇଁ ଘରୁ ଘର ଆବର୍ଜନା ସଂଗ୍ରହ କରାଯାଉଛି। ଆବର୍ଜନାକୁ ଶୁଖିଲା ଓ ଓଦା ଭାବେ ଅଲଗା କରି ରଖନ୍ତୁ। ରାସ୍ତା ଓ ନାଳରେ ଆବର୍ଜନା ନ ପକାନ୍ତୁ। ପ୍ଲାଷ୍ଟିକ ବ୍ୟବହାର ନିଷେଧ। ହୋଲ୍ଡିଂ ଟିକସ, ଜଳକର ଓ ଅନ୍ୟାନ୍ୟ ଦେୟ ଠିକ ସମୟରେ ପୈଠ କରି ସହରର ଉନ୍ନତିରେ ସହଯୋଗ କରନ୍ତୁ। ସ୍ୱଚ୍ଛ ଭାରତ ମିଶନରେ ସମସ୍ତଙ୍କ ଯୋଗଦାନ ଆବଶ୍ୟକ। — [711, 1042, 936, 1103]
